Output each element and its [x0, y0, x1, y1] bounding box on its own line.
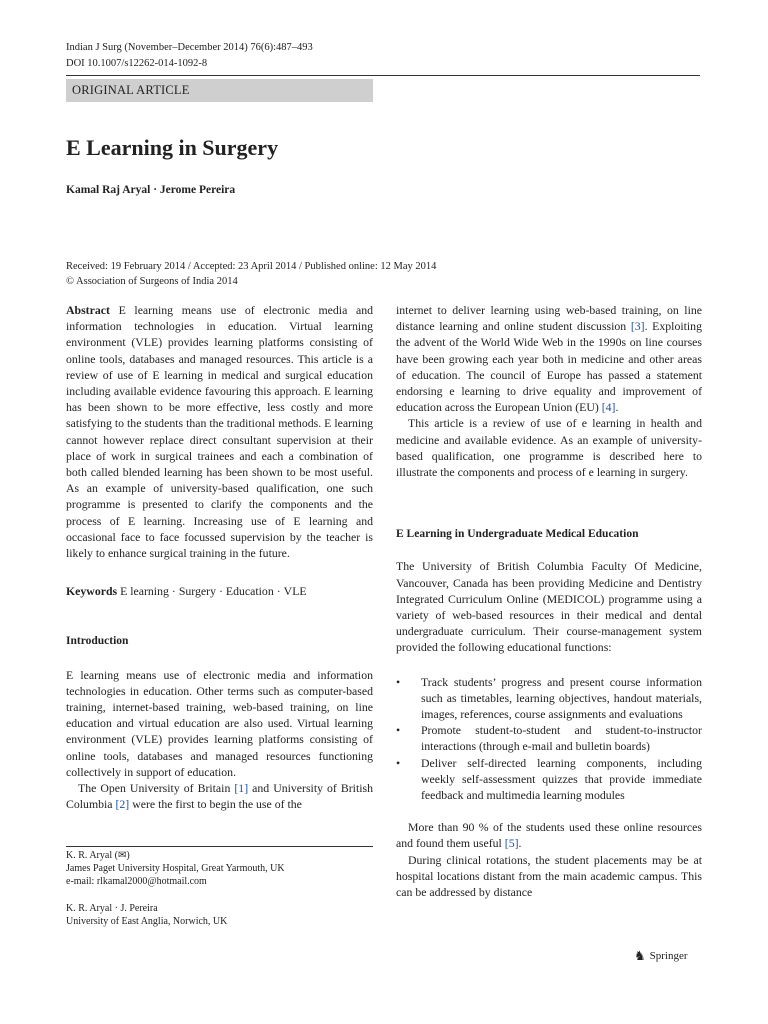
bullet-icon: •: [396, 674, 401, 689]
introduction-paragraph-2: The Open University of Britain [1] and University of British Columbia [2] were the first to begin the use of the: [66, 781, 373, 812]
journal-header: [66, 40, 313, 72]
affiliation: University of East Anglia, Norwich, UK: [66, 915, 228, 927]
right-paragraph-5: During clinical rotations, the student placements may be at hospital locations distant from the main academic campus. This can be addressed by distance: [396, 852, 702, 900]
corresponding-author: K. R. Aryal (✉): [66, 850, 130, 861]
copyright-text: Association of Surgeons of India 2014: [76, 276, 238, 287]
affiliation: James Paget University Hospital, Great Yarmouth, UK: [66, 863, 285, 875]
right-column: [396, 302, 702, 900]
author-names: K. R. Aryal · J. Pereira: [66, 902, 158, 914]
right-paragraph-4: More than 90 % of the students used these online resources and found them useful [5].: [396, 820, 702, 851]
keyword[interactable]: VLE: [283, 584, 307, 599]
footnote-rule: [66, 846, 373, 847]
right-paragraph-3: The University of British Columbia Faculty Of Medicine, Vancouver, Canada has been providing Medicine and Dentistry Integrated Curriculum Online (MEDICOL) programme using a variety of web-based resources in their medical and dental undergraduate curriculum. Their course-management system provided the following educational functions:: [396, 559, 702, 655]
bullet-icon: •: [396, 723, 401, 738]
abstract-label: Abstract: [66, 303, 110, 317]
abstract: [66, 302, 373, 561]
publisher-name: Springer: [649, 950, 688, 962]
author-footnotes: [66, 849, 373, 928]
section-label: ORIGINAL ARTICLE: [66, 79, 373, 102]
citation-link-1[interactable]: [1]: [234, 781, 249, 796]
list-item: • Promote student-to-student and student-to-instructor interactions (through e-mail and bulletin boards): [396, 723, 702, 754]
journal-citation: Indian J Surg (November–December 2014) 76(6):487–493: [66, 42, 313, 53]
article-title: E Learning in Surgery: [66, 135, 279, 160]
header-rule: [66, 75, 700, 76]
keywords-label: Keywords: [66, 584, 118, 599]
introduction-heading: Introduction: [66, 635, 129, 648]
functions-list: [396, 674, 702, 804]
undergraduate-heading: E Learning in Undergraduate Medical Education: [396, 528, 639, 541]
keyword[interactable]: Surgery: [178, 584, 216, 599]
springer-horse-icon: ♞: [634, 948, 646, 963]
right-paragraph-1: internet to deliver learning using web-based training, on line distance learning and online student discussion [3]. Exploiting the advent of the World Wide Web in the 1990s on line courses have been growing each year both in medicine and other areas of education. The council of Europe has passed a statement endorsing e learning to drive equality and improvement of education across the European Union (EU) [4].: [396, 303, 702, 415]
article-history: [66, 259, 436, 289]
keywords: Keywords E learning · Surgery · Education · VLE: [66, 584, 307, 599]
publisher-logo: [634, 948, 688, 964]
email-link[interactable]: e-mail: rlkamal2000@hotmail.com: [66, 876, 207, 888]
bullet-icon: •: [396, 755, 401, 770]
copyright-line: [66, 274, 436, 289]
history-dates: Received: 19 February 2014 / Accepted: 23 April 2014 / Published online: 12 May 2014: [66, 261, 437, 272]
citation-link-3[interactable]: [3]: [630, 319, 645, 334]
introduction-paragraph-1: E learning means use of electronic media and information technologies in education. Other terms such as computer-based training, internet-based training, web-based training, on line education and virtual education are also used. Virtual learning environment (VLE) provides learning platforms consisting of online tools, databases and managed resources functioning collectively in support of education.: [66, 667, 373, 779]
keyword[interactable]: E learning: [120, 584, 169, 599]
copyright-icon: ©: [66, 276, 74, 287]
right-paragraph-2: This article is a review of use of e learning in health and medicine and available evidence. As an example of university-based qualification, one programme is described here to illustrate the components and process of e learning in surgery.: [396, 416, 702, 480]
citation-link-2[interactable]: [2]: [115, 797, 130, 812]
list-item: • Track students’ progress and present course information such as timetables, learning objectives, handout materials, images, references, course assignments and evaluations: [396, 674, 702, 722]
keyword[interactable]: Education: [225, 584, 274, 599]
left-column: [66, 302, 373, 812]
author-list: Kamal Raj Aryal · Jerome Pereira: [66, 184, 236, 196]
doi[interactable]: DOI 10.1007/s12262-014-1092-8: [66, 58, 208, 69]
abstract-text: E learning means use of electronic media and information technologies in education. Virtual learning environment (VLE) provides learning platforms consisting of online tools, databases and managed resources. This article is a review of use of E learning in medical and surgical education including available evidence favouring this approach. E learning has been shown to be more effective, less costly and more satisfying to the students than the traditional methods. E learning cannot however replace direct consultant supervision at their place of work in surgical trainees and each a combination of both called blended learning has been shown to be most useful. As an example of university-based qualification, one such programme is presented to clarify the components and the process of E learning. Increasing use of E learning and occasional face to face focussed supervision by the teacher is likely to enhance surgical training in the future.: [66, 303, 373, 561]
citation-link-5[interactable]: [5]: [504, 836, 519, 851]
citation-link-4[interactable]: [4]: [601, 400, 616, 415]
list-item: • Deliver self-directed learning components, including weekly self-assessment quizzes that provide immediate feedback and multimedia learning modules: [396, 755, 702, 803]
